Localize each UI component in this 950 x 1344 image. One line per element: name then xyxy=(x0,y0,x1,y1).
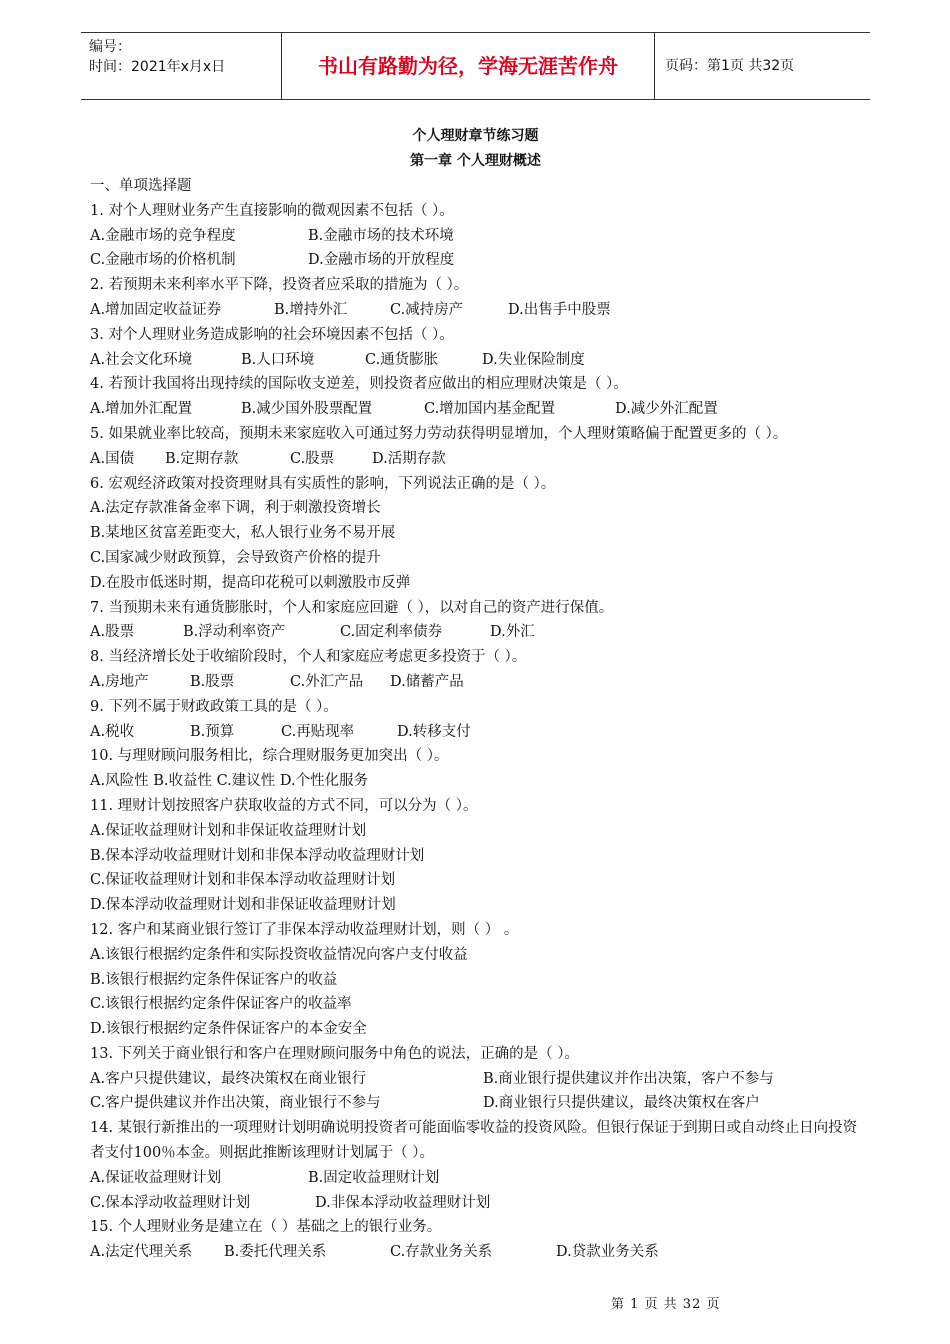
answer-option: C.增加国内基金配置 xyxy=(424,401,556,418)
answer-option: B.预算 xyxy=(190,723,235,740)
question-stem: 6. 宏观经济政策对投资理财具有实质性的影响，下列说法正确的是（ ）。 xyxy=(90,475,556,492)
answer-option: A.社会文化环境 xyxy=(90,351,193,368)
answer-option: C.客户提供建议并作出决策，商业银行不参与 xyxy=(90,1095,381,1112)
answer-option: C.再贴现率 xyxy=(281,723,355,740)
option-row xyxy=(90,1191,865,1216)
page-footer: 第 1 页 共 32 页 xyxy=(611,1297,721,1312)
question-stem: 7. 当预期未来有通货膨胀时，个人和家庭应回避（ ），以对自己的资产进行保值。 xyxy=(90,599,614,616)
option-row xyxy=(90,1017,865,1042)
option-row xyxy=(90,670,865,695)
option-row xyxy=(90,844,865,869)
answer-option: C.保证收益理财计划和非保本浮动收益理财计划 xyxy=(90,872,396,889)
answer-option: C.该银行根据约定条件保证客户的收益率 xyxy=(90,996,352,1013)
answer-option: A.房地产 xyxy=(90,673,149,690)
answer-option: A.客户只提供建议，最终决策权在商业银行 xyxy=(90,1070,367,1087)
answer-option: B.固定收益理财计划 xyxy=(308,1169,440,1186)
answer-option: D.减少外汇配置 xyxy=(615,401,718,418)
answer-option: C.固定利率债券 xyxy=(340,624,443,641)
answer-option: C.股票 xyxy=(290,450,335,467)
doc-title: 个人理财章节练习题 xyxy=(412,128,539,144)
answer-option: A.增加外汇配置 xyxy=(90,401,193,418)
answer-option: A.保证收益理财计划 xyxy=(90,1169,222,1186)
question-stem: 15. 个人理财业务是建立在（ ）基础之上的银行业务。 xyxy=(90,1219,442,1236)
option-row xyxy=(90,1166,865,1191)
answer-option: B.股票 xyxy=(190,673,235,690)
answer-option: B.商业银行提供建议并作出决策，客户不参与 xyxy=(483,1070,774,1087)
option-row xyxy=(90,620,865,645)
answer-option: D.贷款业务关系 xyxy=(556,1244,659,1261)
question-stem: 3. 对个人理财业务造成影响的社会环境因素不包括（ ）。 xyxy=(90,326,454,343)
question-stem: 9. 下列不属于财政政策工具的是（ ）。 xyxy=(90,698,338,715)
option-row xyxy=(90,248,865,273)
section-heading: 一、单项选择题 xyxy=(90,178,192,194)
question-stem: 11. 理财计划按照客户获取收益的方式不同，可以分为（ ）。 xyxy=(90,797,478,814)
option-row xyxy=(90,496,865,521)
doc-time-label: 时间：2021年x月x日 xyxy=(89,59,226,75)
option-row xyxy=(90,1067,865,1092)
answer-option: C.存款业务关系 xyxy=(390,1244,493,1261)
answer-option: A.金融市场的竞争程度 xyxy=(90,227,236,244)
answer-option: B.减少国外股票配置 xyxy=(241,401,373,418)
answer-option: D.保本浮动收益理财计划和非保证收益理财计划 xyxy=(90,897,396,914)
answer-option: C.国家减少财政预算，会导致资产价格的提升 xyxy=(90,549,381,566)
answer-option: A.国债 xyxy=(90,450,135,467)
option-row xyxy=(90,868,865,893)
answer-option: D.失业保险制度 xyxy=(482,351,585,368)
option-row xyxy=(90,298,865,323)
answer-option: D.出售手中股票 xyxy=(508,301,611,318)
answer-option: D.储蓄产品 xyxy=(390,673,464,690)
option-row xyxy=(90,224,865,249)
option-row xyxy=(90,819,865,844)
answer-option: C.通货膨胀 xyxy=(365,351,439,368)
answer-option: B.人口环境 xyxy=(241,351,315,368)
option-row xyxy=(90,447,865,472)
answer-option: C.外汇产品 xyxy=(290,673,364,690)
answer-option: D.活期存款 xyxy=(372,450,446,467)
option-row xyxy=(90,1091,865,1116)
answer-option: B.某地区贫富差距变大，私人银行业务不易开展 xyxy=(90,525,396,542)
option-row xyxy=(90,992,865,1017)
option-row xyxy=(90,521,865,546)
answer-option: B.增持外汇 xyxy=(274,301,348,318)
doc-number-label: 编号： xyxy=(89,39,131,55)
question-stem: 5. 如果就业率比较高，预期未来家庭收入可通过努力劳动获得明显增加，个人理财策略偏于配置更多的（ ）。 xyxy=(90,425,788,442)
option-row xyxy=(90,720,865,745)
question-stem: 12. 客户和某商业银行签订了非保本浮动收益理财计划，则（ ） 。 xyxy=(90,921,519,938)
question-stem: 4. 若预计我国将出现持续的国际收支逆差，则投资者应做出的相应理财决策是（ ）。 xyxy=(90,376,628,393)
question-stem: 1. 对个人理财业务产生直接影响的微观因素不包括（ ）。 xyxy=(90,202,454,219)
answer-option: A.保证收益理财计划和非保证收益理财计划 xyxy=(90,822,367,839)
answer-option: D.转移支付 xyxy=(397,723,471,740)
answer-option: B.该银行根据约定条件保证客户的收益 xyxy=(90,971,338,988)
answer-option: A.税收 xyxy=(90,723,135,740)
answer-option: A.该银行根据约定条件和实际投资收益情况向客户支付收益 xyxy=(90,946,468,963)
option-row xyxy=(90,769,865,794)
answer-option: D.该银行根据约定条件保证客户的本金安全 xyxy=(90,1021,367,1038)
chapter-title: 第一章 个人理财概述 xyxy=(410,153,541,169)
question-stem: 14. 某银行新推出的一项理财计划明确说明投资者可能面临零收益的投资风险。但银行保证于到期日或自动终止日向投资者支付100％本金。则据此推断该理财计划属于（ ）。 xyxy=(90,1120,858,1162)
question-stem: 8. 当经济增长处于收缩阶段时，个人和家庭应考虑更多投资于（ ）。 xyxy=(90,649,527,666)
answer-option: C.减持房产 xyxy=(390,301,464,318)
question-stem: 10. 与理财顾问服务相比，综合理财服务更加突出（ ）。 xyxy=(90,748,449,765)
answer-option: C.保本浮动收益理财计划 xyxy=(90,1194,251,1211)
answer-option: A.法定代理关系 xyxy=(90,1244,193,1261)
question-stem: 2. 若预期未来利率水平下降，投资者应采取的措施为（ ）。 xyxy=(90,277,469,294)
answer-option: D.金融市场的开放程度 xyxy=(308,252,455,269)
answer-option: B.定期存款 xyxy=(165,450,239,467)
answer-option: D.外汇 xyxy=(490,624,535,641)
header-page-label: 页码：第1页 共32页 xyxy=(665,58,795,74)
answer-option: D.在股市低迷时期，提高印花税可以刺激股市反弹 xyxy=(90,574,411,591)
answer-option: A.风险性 B.收益性 C.建议性 D.个性化服务 xyxy=(90,773,369,790)
option-row xyxy=(90,893,865,918)
answer-option: B.委托代理关系 xyxy=(224,1244,327,1261)
header-motto-cell xyxy=(282,33,655,99)
answer-option: C.金融市场的价格机制 xyxy=(90,252,236,269)
answer-option: D.商业银行只提供建议，最终决策权在客户 xyxy=(483,1095,760,1112)
option-row xyxy=(90,348,865,373)
answer-option: A.增加固定收益证券 xyxy=(90,301,222,318)
answer-option: A.股票 xyxy=(90,624,135,641)
option-row xyxy=(90,968,865,993)
question-stem: 13. 下列关于商业银行和客户在理财顾问服务中角色的说法，正确的是（ ）。 xyxy=(90,1045,580,1062)
answer-option: B.浮动利率资产 xyxy=(183,624,286,641)
page-header xyxy=(81,32,870,100)
option-row xyxy=(90,546,865,571)
answer-option: B.金融市场的技术环境 xyxy=(308,227,454,244)
answer-option: A.法定存款准备金率下调，利于刺激投资增长 xyxy=(90,500,381,517)
question-list xyxy=(90,174,865,1265)
header-left-cell xyxy=(81,33,282,99)
answer-option: D.非保本浮动收益理财计划 xyxy=(315,1194,491,1211)
option-row xyxy=(90,943,865,968)
option-row xyxy=(90,571,865,596)
option-row xyxy=(90,397,865,422)
option-row xyxy=(90,1240,865,1265)
header-motto: 书山有路勤为径，学海无涯苦作舟 xyxy=(318,54,618,78)
answer-option: B.保本浮动收益理财计划和非保本浮动收益理财计划 xyxy=(90,847,425,864)
